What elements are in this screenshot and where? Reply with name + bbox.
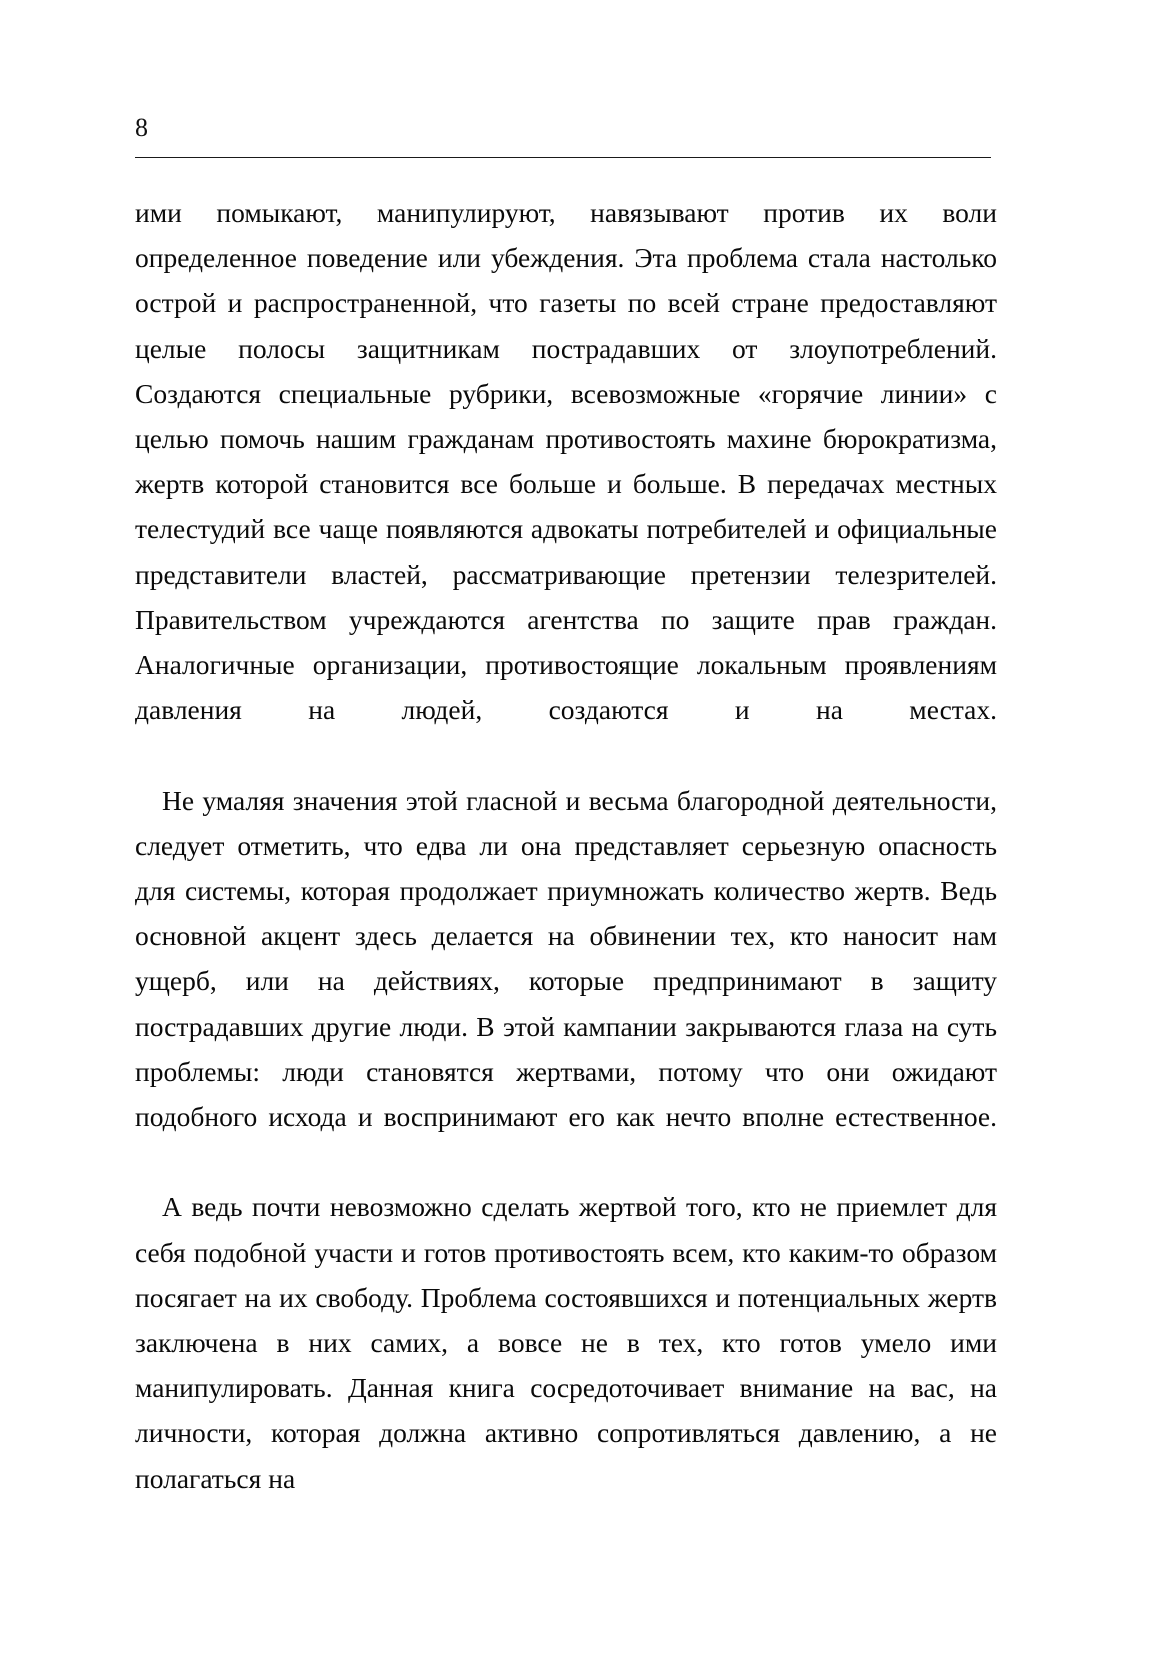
header-divider (135, 157, 991, 158)
page-header (135, 113, 991, 158)
body-paragraph: Не умаляя значения этой гласной и весьма благородной деятельности, следует отметить, что едва ли она представляет серьезную опасность для системы, которая продолжает приумножать количество жертв. Ведь основной акцент здесь делается на обвинении тех, кто наносит нам ущерб, или на действиях, которые предпринимают в защиту пострадавших другие люди. В этой кампании закрываются глаза на суть проблемы: люди становятся жертвами, потому что они ожидают подобного исхода и воспринимают его как нечто вполне естественное. (135, 784, 997, 1133)
page-number: 8 (135, 113, 149, 142)
body-paragraph: А ведь почти невозможно сделать жертвой того, кто не приемлет для себя подобной участи и готов противостоять всем, кто каким-то образом посягает на их свободу. Проблема состоявшихся и потенциальных жертв заключена в них самих, а вовсе не в тех, кто готов умело ими манипулировать. Данная книга сосредоточивает внимание на вас, на личности, которая должна активно сопротивляться давлению, а не полагаться на (135, 1191, 997, 1494)
body-paragraph: ими помыкают, манипулируют, навязывают против их воли определенное поведение или убеждения. Эта проблема стала настолько острой и распространенной, что газеты по всей стране предоставляют целые полосы защитникам пострадавших от злоупотреблений. Создаются специальные рубрики, всевозможные «горячие линии» с целью помочь нашим гражданам противостоять махине бюрократизма, жертв которой становится все больше и больше. В передачах местных телестудий все чаще появляются адвокаты потребителей и официальные представители властей, рассматривающие претензии телезрителей. Правительством учреждаются агентства по защите прав граждан. Аналогичные организации, противостоящие локальным проявлениям давления на людей, создаются и на местах. (135, 197, 997, 726)
page-body-text (135, 190, 997, 1501)
